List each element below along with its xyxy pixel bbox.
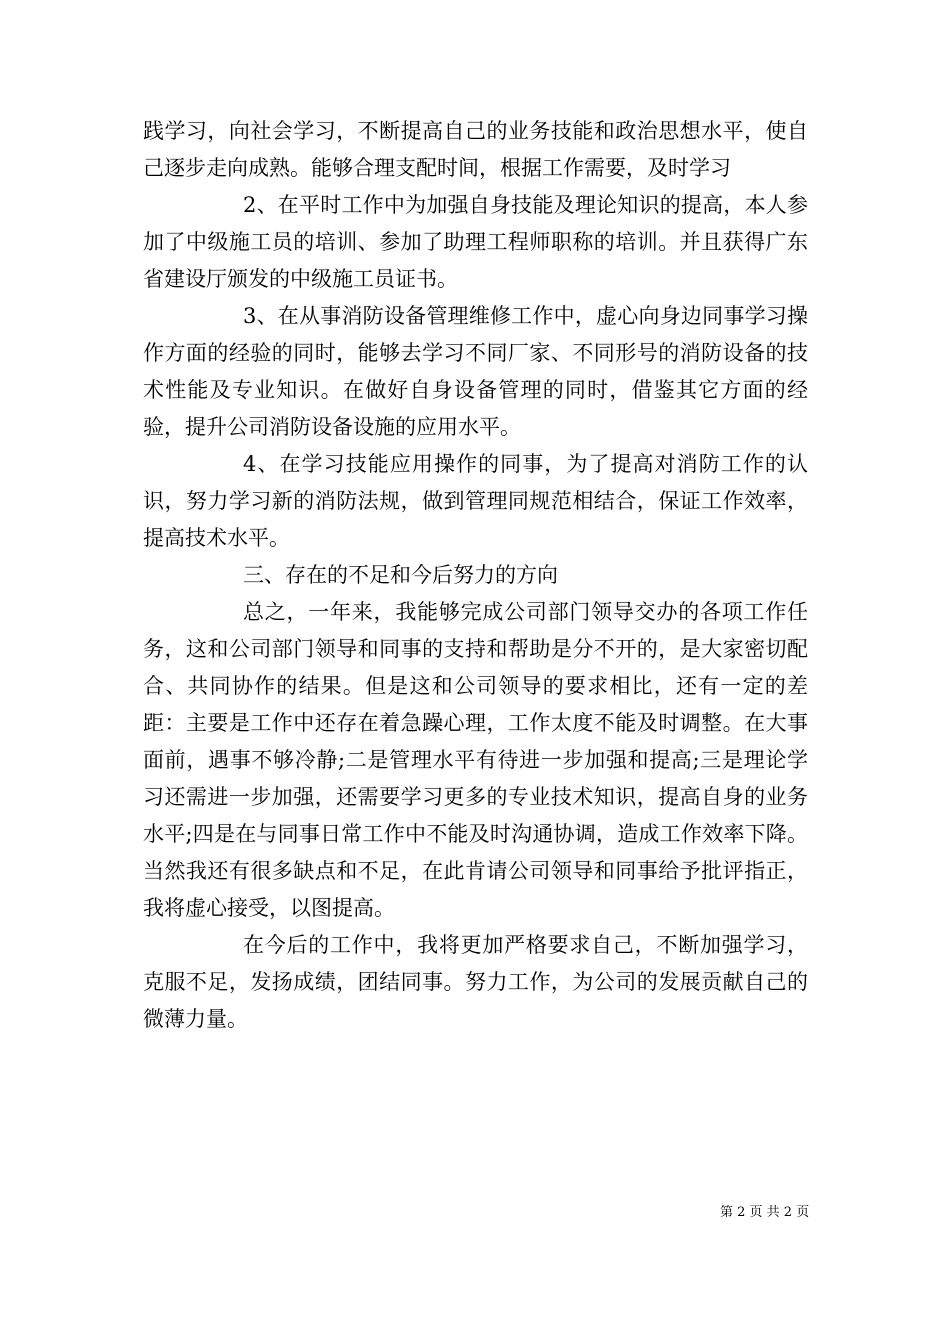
page-footer: 第 2 页 共 2 页 — [720, 1205, 810, 1220]
paragraph-2: 2、在平时工作中为加强自身技能及理论知识的提高，本人参加了中级施工员的培训、参加了助理工程师职称的培训。并且获得广东省建设厅颁发的中级施工员证书。 — [143, 193, 808, 291]
document-body — [143, 113, 808, 1038]
paragraph-6: 在今后的工作中，我将更加严格要求自己，不断加强学习，克服不足，发扬成绩，团结同事。努力工作，为公司的发展贡献自己的微薄力量。 — [143, 933, 808, 1031]
paragraph-4: 4、在学习技能应用操作的同事，为了提高对消防工作的认识，努力学习新的消防法规，做到管理同规范相结合，保证工作效率，提高技术水平。 — [143, 452, 808, 550]
paragraph-5: 总之，一年来，我能够完成公司部门领导交办的各项工作任务，这和公司部门领导和同事的支持和帮助是分不开的，是大家密切配合、共同协作的结果。但是这和公司领导的要求相比，还有一定的差距：主要是工作中还存在着急躁心理，工作太度不能及时调整。在大事面前，遇事不够冷静;二是管理水平有待进一步加强和提高;三是理论学习还需进一步加强，还需要学习更多的专业技术知识，提高自身的业务水平;四是在与同事日常工作中不能及时沟通协调，造成工作效率下降。当然我还有很多缺点和不足，在此肯请公司领导和同事给予批评指正，我将虚心接受，以图提高。 — [143, 600, 808, 920]
section-heading: 三、存在的不足和今后努力的方向 — [243, 563, 558, 587]
paragraph-1: 践学习，向社会学习，不断提高自己的业务技能和政治思想水平，使自己逐步走向成熟。能够合理支配时间，根据工作需要，及时学习 — [143, 119, 808, 180]
paragraph-3: 3、在从事消防设备管理维修工作中，虚心向身边同事学习操作方面的经验的同时，能够去学习不同厂家、不同形号的消防设备的技术性能及专业知识。在做好自身设备管理的同时，借鉴其它方面的经验，提升公司消防设备设施的应用水平。 — [143, 304, 808, 439]
